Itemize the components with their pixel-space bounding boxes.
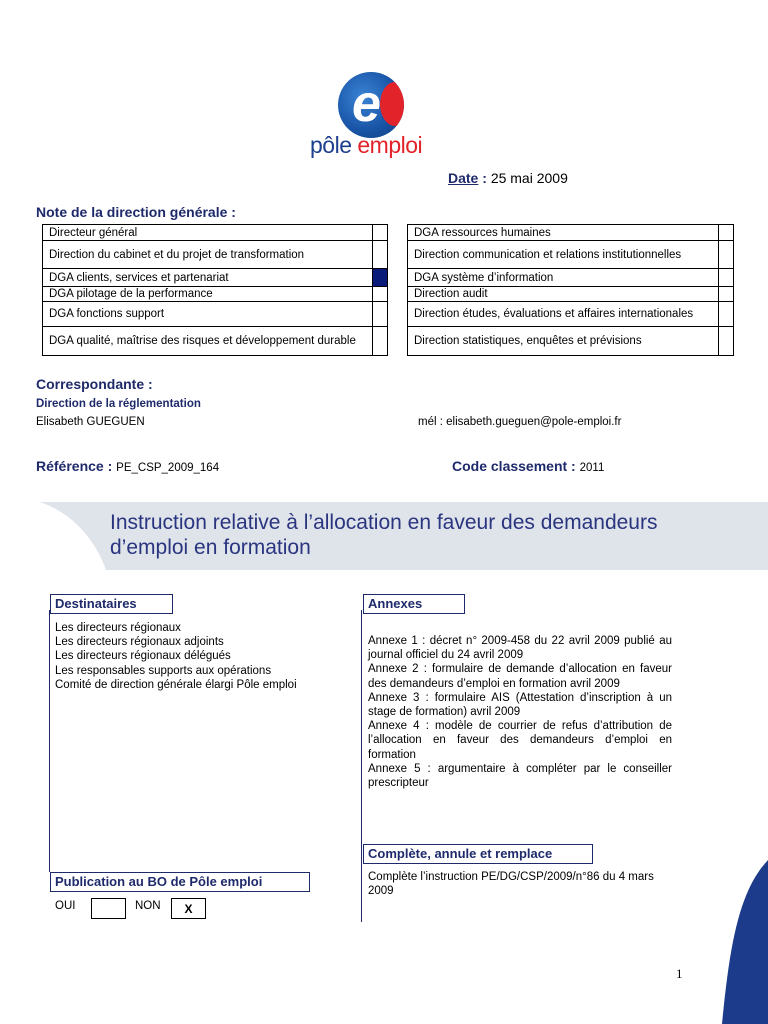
direction-row xyxy=(43,302,388,327)
date-label: Date xyxy=(448,170,479,186)
direction-label: Direction statistiques, enquêtes et prévisions xyxy=(408,327,719,356)
direction-checkbox[interactable] xyxy=(719,269,734,287)
list-item: Comité de direction générale élargi Pôle emploi xyxy=(55,678,297,691)
direction-checkbox[interactable] xyxy=(373,269,388,287)
direction-checkbox[interactable] xyxy=(719,287,734,302)
corner-swoosh xyxy=(700,860,768,1024)
direction-row xyxy=(408,225,734,241)
code-value: 2011 xyxy=(579,462,605,474)
code-label: Code classement xyxy=(452,458,568,474)
direction-label: DGA clients, services et partenariat xyxy=(43,269,373,287)
direction-row xyxy=(408,269,734,287)
direction-label: Direction études, évaluations et affaires internationales xyxy=(408,302,719,327)
annexes-list xyxy=(368,634,672,790)
reference-value: PE_CSP_2009_164 xyxy=(116,462,220,474)
date-line: Date : 25 mai 2009 xyxy=(448,170,568,186)
direction-row xyxy=(43,241,388,269)
direction-label: Directeur général xyxy=(43,225,373,241)
logo-wordmark xyxy=(310,132,422,159)
direction-row xyxy=(408,287,734,302)
direction-row xyxy=(408,302,734,327)
recipient-table-right xyxy=(407,224,734,356)
direction-label: Direction communication et relations institutionnelles xyxy=(408,241,719,269)
list-item: Les directeurs régionaux adjoints xyxy=(55,636,224,649)
direction-checkbox[interactable] xyxy=(373,327,388,356)
note-title: Note de la direction générale : xyxy=(36,204,236,220)
direction-row xyxy=(43,225,388,241)
oui-label: OUI xyxy=(55,900,76,912)
list-item: Annexe 5 : argumentaire à compléter par le conseiller prescripteur xyxy=(368,762,672,790)
direction-checkbox[interactable] xyxy=(373,287,388,302)
direction-row xyxy=(408,327,734,356)
destinataires-list xyxy=(55,621,355,692)
list-item: Annexe 4 : modèle de courrier de refus d’attribution de l’allocation en faveur des demandeurs d’emploi en formation xyxy=(368,720,672,761)
complete-text: Complète l’instruction PE/DG/CSP/2009/n°86 du 4 mars 2009 xyxy=(368,871,654,898)
correspondante-email: mél : elisabeth.gueguen@pole-emploi.fr xyxy=(418,416,622,428)
direction-label: Direction du cabinet et du projet de transformation xyxy=(43,241,373,269)
logo-emblem-icon: e xyxy=(338,72,404,138)
list-item: Les directeurs régionaux délégués xyxy=(55,650,231,663)
recipient-table-left xyxy=(42,224,388,356)
direction-row xyxy=(43,269,388,287)
destinataires-header: Destinataires xyxy=(50,594,173,614)
non-label: NON xyxy=(135,900,161,912)
direction-row xyxy=(43,287,388,302)
document-title-line2: d’emploi en formation xyxy=(110,536,311,559)
left-column-rule xyxy=(49,610,50,872)
direction-label: Direction audit xyxy=(408,287,719,302)
direction-checkbox[interactable] xyxy=(719,225,734,241)
oui-checkbox[interactable] xyxy=(91,898,126,919)
document-title-line1: Instruction relative à l’allocation en faveur des demandeurs xyxy=(110,511,658,534)
direction-row xyxy=(408,241,734,269)
direction-row xyxy=(43,327,388,356)
correspondante-title: Correspondante : xyxy=(36,376,153,392)
logo-word-emploi: emploi xyxy=(357,132,423,158)
non-checkbox[interactable]: X xyxy=(171,898,206,919)
right-column-rule xyxy=(361,610,362,922)
publication-header: Publication au BO de Pôle emploi xyxy=(50,872,310,892)
list-item: Annexe 3 : formulaire AIS (Attestation d’inscription à un stage de formation) avril 2009 xyxy=(368,691,672,719)
direction-label: DGA système d’information xyxy=(408,269,719,287)
direction-label: DGA qualité, maîtrise des risques et développement durable xyxy=(43,327,373,356)
code-line: Code classement : 2011 xyxy=(452,458,605,474)
direction-checkbox[interactable] xyxy=(719,327,734,356)
reference-line: Référence : PE_CSP_2009_164 xyxy=(36,458,220,474)
page-number: 1 xyxy=(676,966,683,981)
direction-checkbox[interactable] xyxy=(719,241,734,269)
annexes-header: Annexes xyxy=(363,594,465,614)
logo-word-pole: pôle xyxy=(310,132,352,158)
date-value: 25 mai 2009 xyxy=(490,170,568,186)
direction-checkbox[interactable] xyxy=(719,302,734,327)
reference-label: Référence xyxy=(36,458,104,474)
direction-checkbox[interactable] xyxy=(373,302,388,327)
direction-checkbox[interactable] xyxy=(373,241,388,269)
direction-label: DGA pilotage de la performance xyxy=(43,287,373,302)
correspondante-direction: Direction de la réglementation xyxy=(36,398,201,410)
document-title xyxy=(110,510,657,560)
list-item: Annexe 1 : décret n° 2009-458 du 22 avril 2009 publié au journal officiel du 24 avril 2009 xyxy=(368,635,672,662)
complete-header: Complète, annule et remplace xyxy=(363,844,593,864)
direction-checkbox[interactable] xyxy=(373,225,388,241)
direction-label: DGA fonctions support xyxy=(43,302,373,327)
list-item: Les directeurs régionaux xyxy=(55,622,181,634)
list-item: Annexe 2 : formulaire de demande d’allocation en faveur des demandeurs d’emploi en formation avril 2009 xyxy=(368,663,672,690)
direction-label: DGA ressources humaines xyxy=(408,225,719,241)
correspondante-name: Elisabeth GUEGUEN xyxy=(36,416,145,428)
list-item: Les responsables supports aux opérations xyxy=(55,664,272,677)
